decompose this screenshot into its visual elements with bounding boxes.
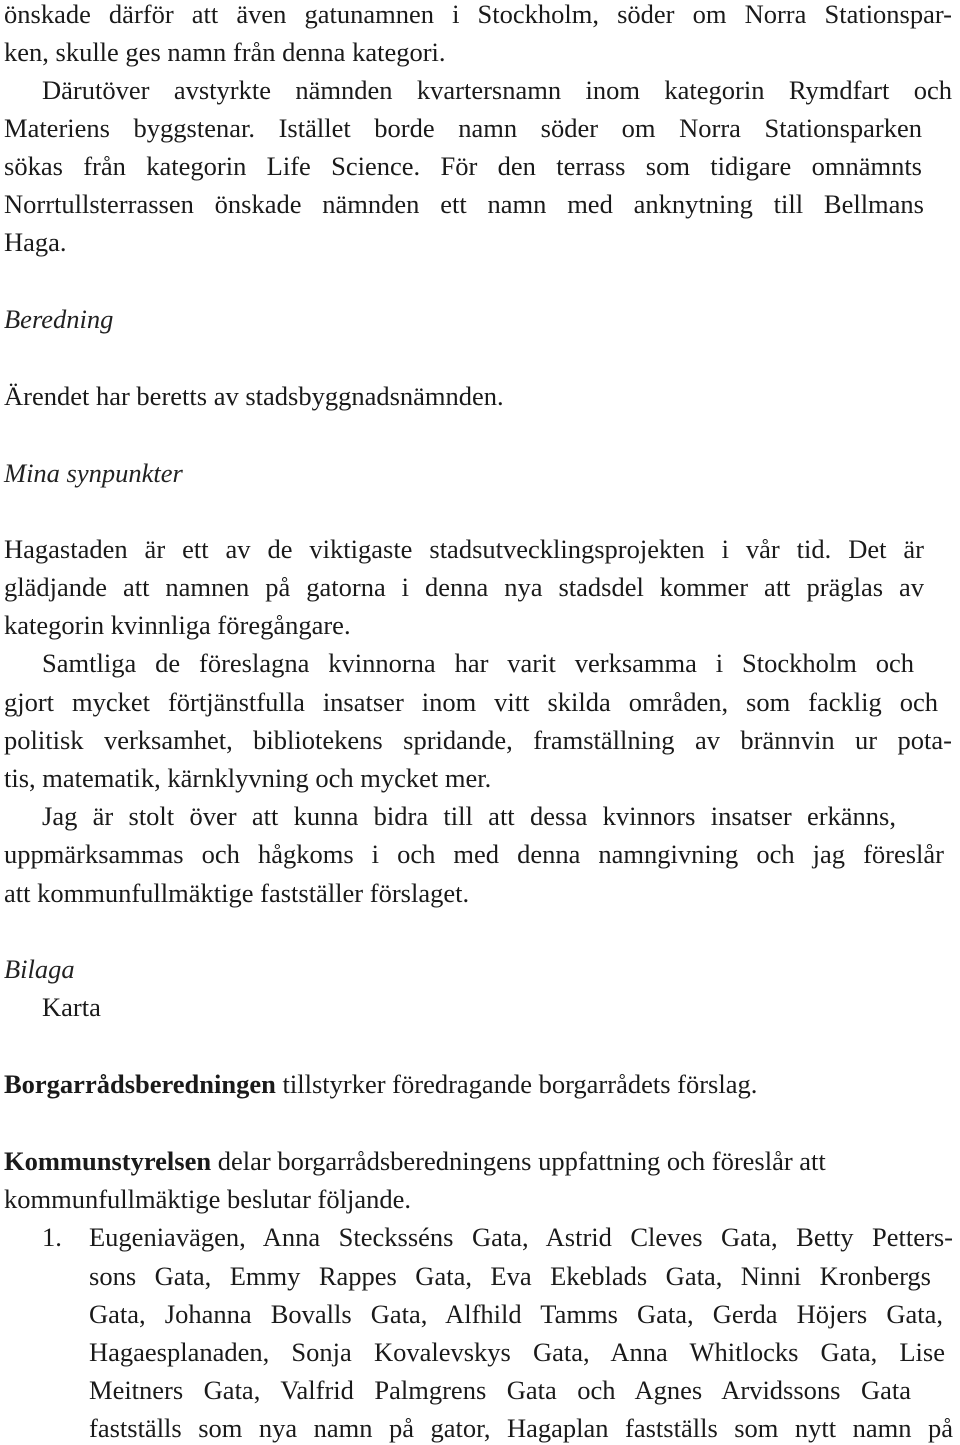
body-text-line: Haga. (4, 227, 67, 257)
body-text-line: Ärendet har beretts av stadsbyggnadsnämnden. (4, 381, 504, 411)
body-text-line: ken, skulle ges namn från denna kategori. (4, 37, 446, 67)
body-text-line: Hagastaden är ett av de viktigaste stadsutvecklingsprojekten i vår tid. Det är (4, 534, 924, 564)
section-heading-bilaga: Bilaga (4, 954, 75, 984)
body-text-line: glädjande att namnen på gatorna i denna nya stadsdel kommer att präglas av (4, 572, 924, 602)
body-text-line: Materiens byggstenar. Istället borde namn söder om Norra Stationsparken (4, 113, 922, 143)
list-item-line: Meitners Gata, Valfrid Palmgrens Gata och Agnes Arvidssons Gata (89, 1375, 911, 1405)
list-item-line: Hagaesplanaden, Sonja Kovalevskys Gata, Anna Whitlocks Gata, Lise (89, 1337, 945, 1367)
section-heading-beredning: Beredning (4, 304, 114, 334)
kommunstyrelsen-name: Kommunstyrelsen (4, 1146, 212, 1176)
body-text-line: gjort mycket förtjänstfulla insatser inom vitt skilda områden, som facklig och (4, 687, 938, 717)
borgarrad-name: Borgarrådsberedningen (4, 1069, 276, 1099)
list-item-line: sons Gata, Emmy Rappes Gata, Eva Ekeblads Gata, Ninni Kronbergs (89, 1261, 931, 1291)
kommunstyrelsen-statement (4, 1144, 826, 1178)
body-text-line: tis, matematik, kärnklyvning och mycket mer. (4, 763, 492, 793)
borgarrad-statement (4, 1067, 757, 1101)
list-number: 1. (42, 1222, 62, 1252)
body-text-line: Norrtullsterrassen önskade nämnden ett namn med anknytning till Bellmans (4, 189, 924, 219)
borgarrad-text: tillstyrker föredragande borgarrådets förslag. (275, 1069, 758, 1099)
body-text-line: sökas från kategorin Life Science. För den terrass som tidigare omnämnts (4, 151, 922, 181)
list-item-line: Gata, Johanna Bovalls Gata, Alfhild Tamms Gata, Gerda Höjers Gata, (89, 1299, 943, 1329)
body-text-line: Jag är stolt över att kunna bidra till att dessa kvinnors insatser erkänns, (42, 801, 896, 831)
kommunstyrelsen-text: delar borgarrådsberedningens uppfattning och föreslår att (211, 1146, 826, 1176)
body-text-line: Därutöver avstyrkte nämnden kvartersnamn inom kategorin Rymdfart och (42, 75, 952, 105)
section-heading-synpunkter: Mina synpunkter (4, 458, 183, 488)
list-item-line: fastställs som nya namn på gator, Hagaplan fastställs som nytt namn på (89, 1413, 953, 1443)
body-text-line: önskade därför att även gatunamnen i Stockholm, söder om Norra Stationspar- (4, 0, 952, 29)
attachment-item: Karta (42, 992, 101, 1022)
body-text-line: kategorin kvinnliga föregångare. (4, 610, 351, 640)
list-item-line: Eugeniavägen, Anna Stecksséns Gata, Astrid Cleves Gata, Betty Petters- (89, 1222, 953, 1252)
body-text-line: uppmärksammas och hågkoms i och med denna namngivning och jag föreslår (4, 839, 944, 869)
body-text-line: politisk verksamhet, bibliotekens spridande, framställning av brännvin ur pota- (4, 725, 952, 755)
body-text-line: kommunfullmäktige beslutar följande. (4, 1184, 411, 1214)
body-text-line: att kommunfullmäktige fastställer förslaget. (4, 878, 470, 908)
body-text-line: Samtliga de föreslagna kvinnorna har varit verksamma i Stockholm och (42, 648, 914, 678)
